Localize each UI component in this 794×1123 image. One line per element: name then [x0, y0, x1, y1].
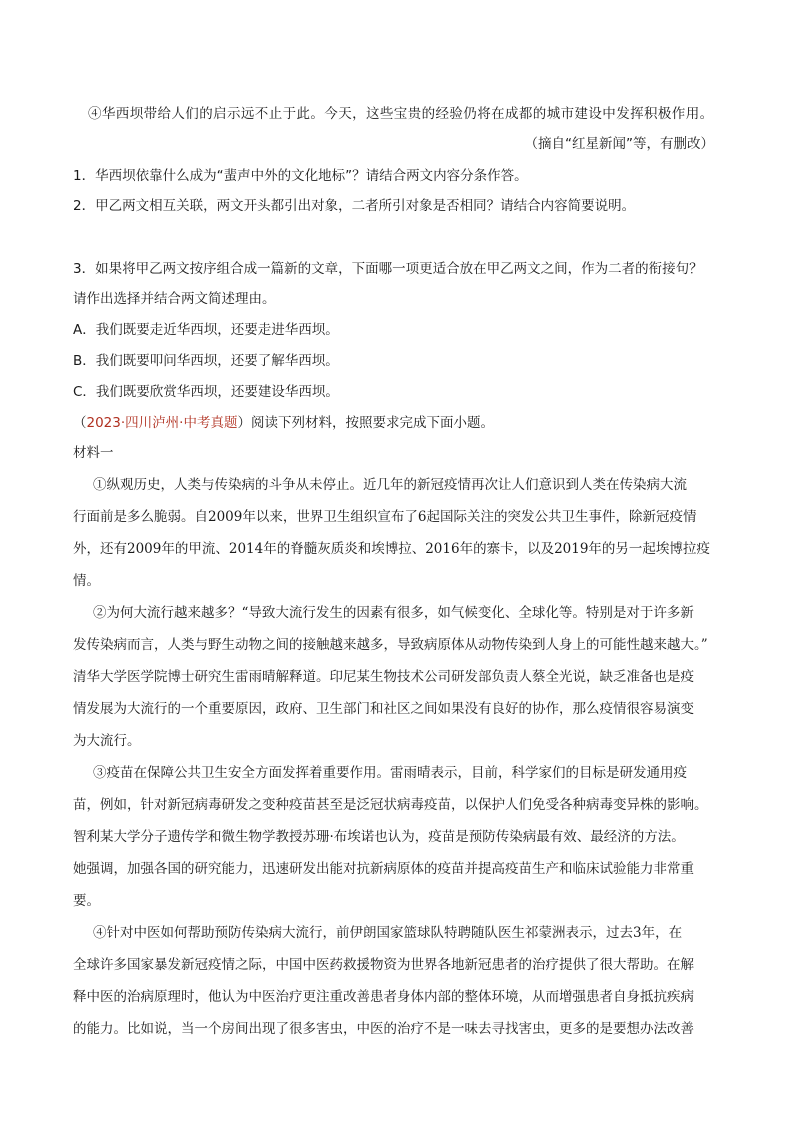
- material-p1-line-1: ①纵观历史，人类与传染病的斗争从未停止。近几年的新冠疫情再次让人们意识到人类在传染病大流: [93, 477, 687, 493]
- question-1: 1．华西坝依靠什么成为“蜚声中外的文化地标”？请结合两文内容分条作答。: [73, 168, 528, 184]
- passage-paragraph-4: ④华西坝带给人们的启示远不止于此。今天，这些宝贵的经验仍将在成都的城市建设中发挥积极作用。: [88, 106, 714, 122]
- source-bracket-open: （: [73, 415, 87, 431]
- question-2: 2．甲乙两文相互关联，两文开头都引出对象，二者所引对象是否相同？请结合内容简要说明。: [73, 198, 636, 214]
- material-p2-line-2: 发传染病而言，人类与野生动物之间的接触越来越多，导致病原体从动物传染到人身上的可能性越来越大。”: [73, 637, 708, 653]
- item-instruction: 阅读下列材料，按照要求完成下面小题。: [250, 415, 494, 431]
- option-a: A．我们既要走近华西坝，还要走进华西坝。: [73, 322, 339, 338]
- source-bracket-close: ）: [237, 415, 251, 431]
- item-source-line: [73, 413, 494, 433]
- option-c: C．我们既要欣赏华西坝，还要建设华西坝。: [73, 384, 339, 400]
- question-3-line-2: 请作出选择并结合两文简述理由。: [73, 291, 276, 307]
- material-p1-line-4: 情。: [73, 573, 100, 589]
- material-p2-line-3: 清华大学医学院博士研究生雷雨晴解释道。印尼某生物技术公司研发部负责人蔡全光说，缺乏准备也是疫: [73, 669, 694, 685]
- material-p1-line-2: 行面前是多么脆弱。自2009年以来，世界卫生组织宣布了6起国际关注的突发公共卫生事件，除新冠疫情: [73, 509, 697, 525]
- option-b: B．我们既要叩问华西坝，还要了解华西坝。: [73, 353, 339, 369]
- material-p2-line-5: 为大流行。: [73, 733, 141, 749]
- material-p4-line-3: 释中医的治病原理时，他认为中医治疗更注重改善患者身体内部的整体环境，从而增强患者自身抵抗疾病: [73, 989, 694, 1005]
- material-one-label: 材料一: [73, 445, 114, 461]
- material-p3-line-4: 她强调，加强各国的研究能力，迅速研发出能对抗新病原体的疫苗并提高疫苗生产和临床试验能力非常重: [73, 861, 694, 877]
- citation: （摘自“红星新闻”等，有删改）: [524, 136, 714, 152]
- material-p1-line-3: 外，还有2009年的甲流、2014年的脊髓灰质炎和埃博拉、2016年的寨卡，以及2019年的另一起埃博拉疫: [73, 541, 710, 557]
- material-p2-line-1: ②为何大流行越来越多？“导致大流行发生的因素有很多，如气候变化、全球化等。特别是对于许多新: [93, 605, 694, 621]
- exam-source-tag: 2023·四川泸州·中考真题: [86, 415, 238, 431]
- material-p3-line-3: 智利某大学分子遗传学和微生物学教授苏珊·布埃诺也认为，疫苗是预防传染病最有效、最经济的方法。: [73, 829, 685, 845]
- material-p4-line-4: 的能力。比如说，当一个房间出现了很多害虫，中医的治疗不是一味去寻找害虫，更多的是要想办法改善: [73, 1021, 694, 1037]
- material-p3-line-2: 苗，例如，针对新冠病毒研发之变种疫苗甚至是泛冠状病毒疫苗，以保护人们免受各种病毒变异株的影响。: [73, 797, 708, 813]
- material-p3-line-5: 要。: [73, 893, 100, 909]
- material-p4-line-1: ④针对中医如何帮助预防传染病大流行，前伊朗国家篮球队特聘随队医生祁蒙洲表示，过去3年，在: [93, 925, 683, 941]
- material-p2-line-4: 情发展为大流行的一个重要原因，政府、卫生部门和社区之间如果没有良好的协作，那么疫情很容易演变: [73, 701, 694, 717]
- question-3-line-1: 3．如果将甲乙两文按序组合成一篇新的文章，下面哪一项更适合放在甲乙两文之间，作为二者的衔接句？: [73, 261, 703, 277]
- material-p4-line-2: 全球许多国家暴发新冠疫情之际，中国中医药救援物资为世界各地新冠患者的治疗提供了很大帮助。在解: [73, 957, 694, 973]
- material-p3-line-1: ③疫苗在保障公共卫生安全方面发挥着重要作用。雷雨晴表示，目前，科学家们的目标是研发通用疫: [93, 765, 687, 781]
